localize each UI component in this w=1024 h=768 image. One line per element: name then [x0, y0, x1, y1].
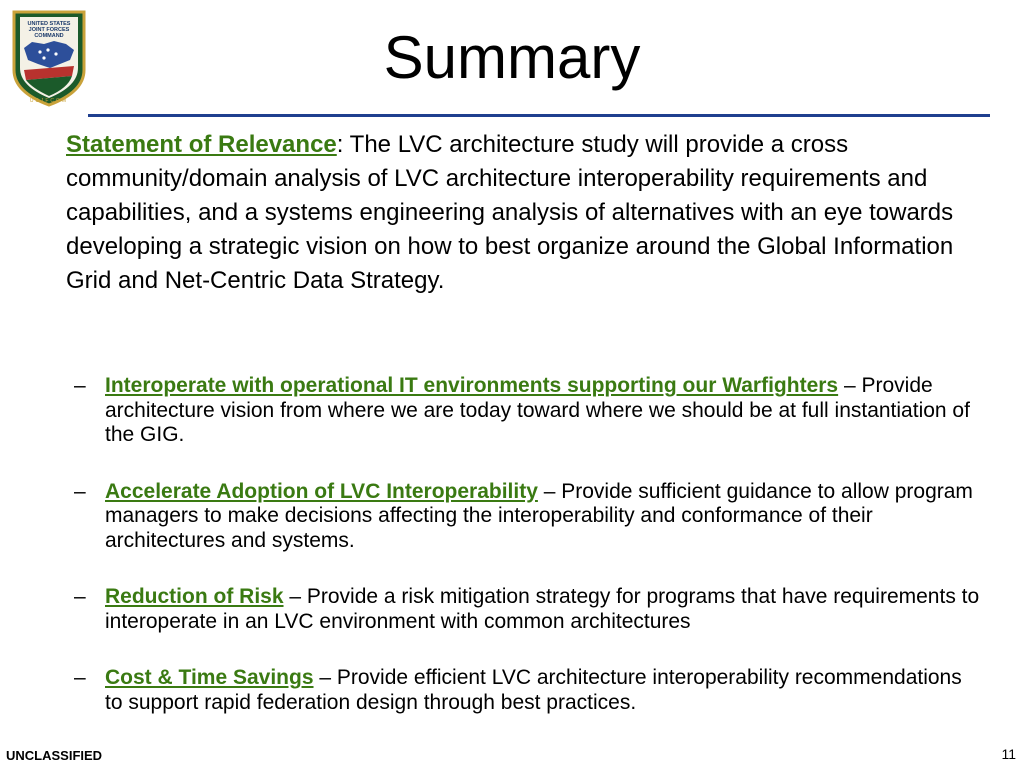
logo-bottom-text: USJFCOM: [29, 98, 69, 104]
statement-text: : The LVC architecture study will provide a cross community/domain analysis of LVC architecture interoperability requirements and capabilities, and a systems engineering analysis of alternatives with an eye towards developing a strategic vision on how to best organize around the Global Information Grid and Net-Centric Data Strategy.: [66, 131, 954, 294]
title-divider: [88, 114, 990, 117]
list-item: [74, 585, 984, 634]
bullet-dash: –: [74, 374, 86, 397]
logo-text-line-3: COMMAND: [34, 33, 64, 39]
bullet-dash: –: [74, 585, 86, 608]
logo-text-line-1: UNITED STATES: [27, 21, 71, 27]
bullet-text: – Provide efficient LVC architecture interoperability recommendations to support rapid federation design through best practices.: [105, 666, 962, 714]
page-title: Summary: [383, 24, 641, 91]
list-item: [74, 374, 984, 448]
bullet-label: Interoperate with operational IT environments supporting our Warfighters: [105, 374, 839, 397]
statement-label: Statement of Relevance: [66, 131, 337, 158]
statement-of-relevance: [66, 128, 986, 298]
bullet-text: – Provide architecture vision from where we are today toward where we should be at full instantiation of the GIG.: [105, 374, 970, 446]
list-item: [74, 666, 984, 715]
classification-marking: UNCLASSIFIED: [6, 748, 103, 763]
list-item: [74, 480, 984, 554]
bullet-label: Accelerate Adoption of LVC Interoperability: [105, 479, 538, 503]
bullet-label: Cost & Time Savings: [105, 666, 314, 689]
logo-text-line-2: JOINT FORCES: [28, 27, 70, 33]
bullet-text: – Provide sufficient guidance to allow program managers to make decisions affecting the interoperability and conformance of their architectures and systems.: [105, 479, 973, 552]
bullet-dash: –: [74, 479, 86, 503]
bullet-label: Reduction of Risk: [105, 585, 284, 608]
bullet-dash: –: [74, 666, 86, 689]
objectives-list: [74, 374, 984, 747]
bullet-text: – Provide a risk mitigation strategy for programs that have requirements to interoperate in an LVC environment with common architectures: [105, 585, 980, 633]
page-number: 11: [1001, 746, 1016, 762]
